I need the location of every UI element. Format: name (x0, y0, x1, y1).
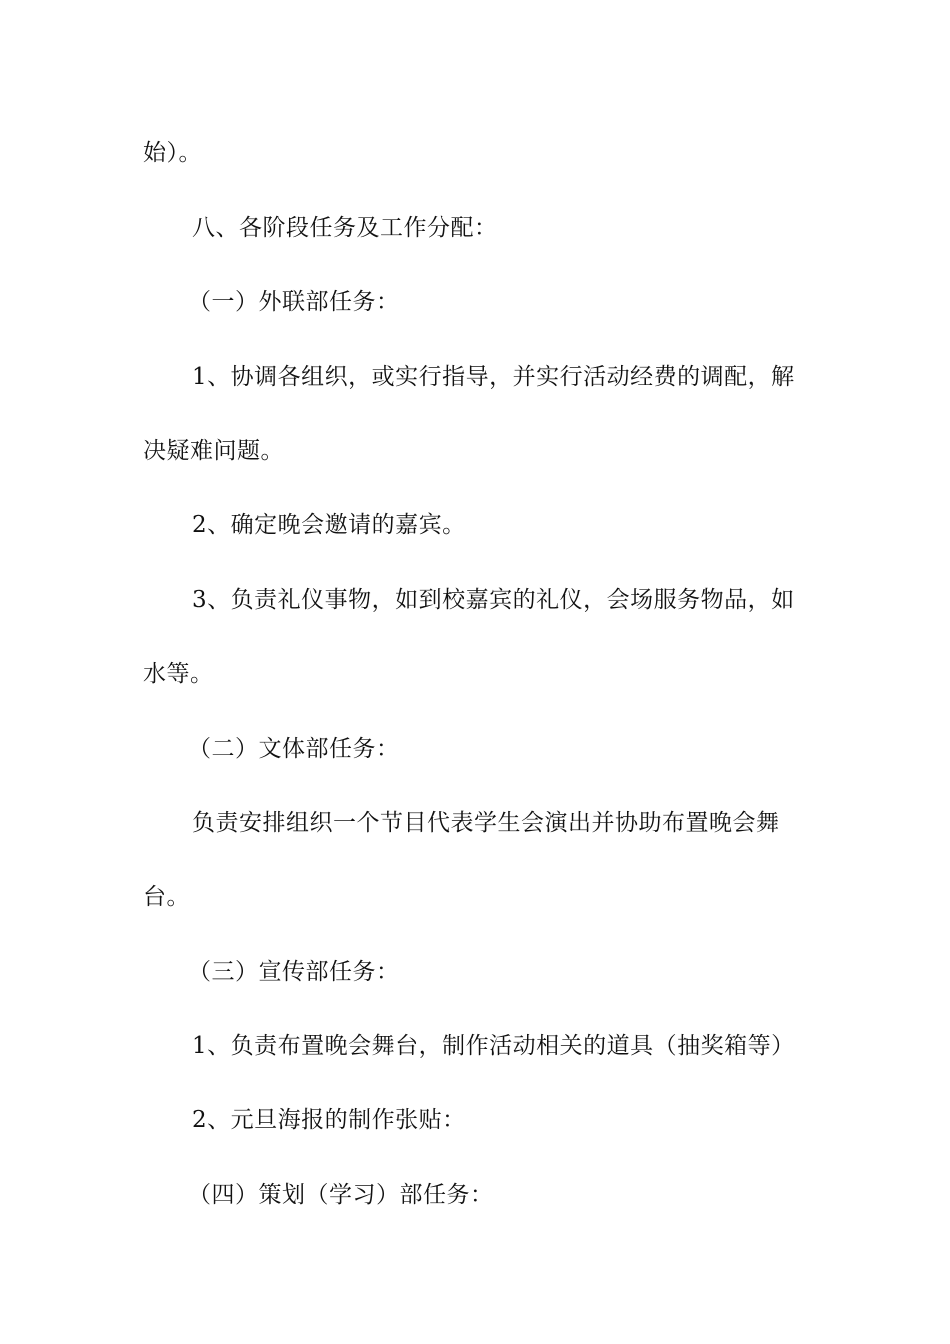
subsection-heading-liaison: （一）外联部任务： (188, 289, 400, 315)
subsection-heading-publicity: （三）宣传部任务： (188, 959, 400, 985)
paragraph-line: 3、负责礼仪事物，如到校嘉宾的礼仪，会场服务物品，如 (192, 587, 795, 613)
paragraph-line: 1、协调各组织，或实行指导，并实行活动经费的调配，解 (192, 364, 795, 390)
section-heading-8: 八、各阶段任务及工作分配： (192, 215, 498, 241)
paragraph-line: 1、负责布置晚会舞台，制作活动相关的道具（抽奖箱等） (192, 1033, 795, 1059)
paragraph-line: 台。 (143, 884, 190, 910)
paragraph-line: 2、确定晚会邀请的嘉宾。 (192, 512, 466, 538)
text-line-continuation: 始）。 (143, 140, 202, 166)
subsection-heading-sports: （二）文体部任务： (188, 736, 400, 762)
subsection-heading-planning: （四）策划（学习）部任务： (188, 1182, 494, 1208)
paragraph-line: 水等。 (143, 661, 214, 687)
paragraph-line: 2、元旦海报的制作张贴： (192, 1107, 466, 1133)
paragraph-line: 负责安排组织一个节目代表学生会演出并协助布置晚会舞 (192, 810, 780, 836)
paragraph-line: 决疑难问题。 (143, 438, 284, 464)
